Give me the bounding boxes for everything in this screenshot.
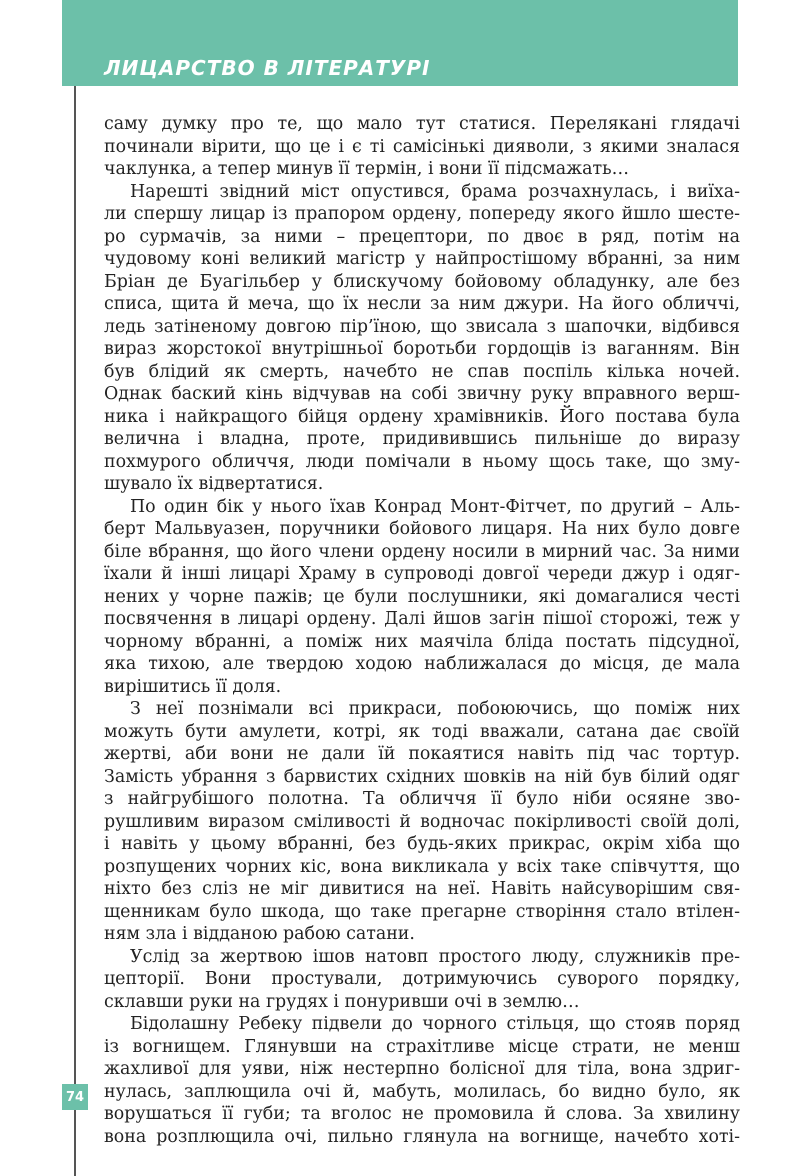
text-line: Замість убрання з барвистих східних шовків на ній був білий одяг — [104, 766, 740, 787]
text-line: ро сурмачів, за ними – прецептори, по двоє в ряд, потім на — [104, 226, 740, 247]
text-line: вирішитись її доля. — [104, 676, 282, 697]
page-number: 74 — [62, 1084, 88, 1110]
body-text — [104, 113, 740, 1148]
text-line: ніхто без сліз не міг дивитися на неї. Навіть найсуворішим свя- — [104, 879, 740, 899]
text-line: жертві, аби вони не дали їй покаятися навіть під час тортур. — [104, 744, 740, 764]
text-line: Нарешті звідний міст опустився, брама розчахнулась, і виїха- — [130, 181, 740, 202]
paragraph — [104, 496, 740, 699]
paragraph — [104, 698, 740, 946]
text-line: починали вірити, що це і є ті самісінькі дияволи, з якими зналася — [104, 136, 740, 157]
section-title: ЛИЦАРСТВО В ЛІТЕРАТУРІ — [104, 56, 431, 80]
text-line: чаклунка, а тепер минув її термін, і вони її підсмажать… — [104, 159, 629, 179]
text-line: яка тихою, але твердою ходою наближалася до місця, де мала — [104, 654, 740, 674]
text-line: вираз жорстокої внутрішньої боротьби гордощів із ваганням. Він — [104, 339, 740, 359]
text-line: склавши руки на грудях і понуривши очі в землю… — [104, 991, 580, 1012]
text-line: Бріан де Буагільбер у блискучому бойовому обладунку, але без — [104, 271, 740, 292]
text-line: біле вбрання, що його члени ордену носили в мирний час. За ними — [104, 541, 740, 562]
text-line: Бідолашну Ребеку підвели до чорного стільця, що стояв поряд — [130, 1014, 740, 1034]
text-line: Однак баский кінь відчував на собі звичну руку вправного верш- — [104, 384, 740, 404]
text-line: нулась, заплющила очі й, мабуть, молилась, бо видно було, як — [104, 1081, 740, 1102]
text-line: був блідий як смерть, начебто не спав поспіль кілька ночей. — [104, 361, 740, 382]
paragraph — [104, 181, 740, 496]
text-line: жахливої для уяви, ніж нестерпно болісної для тіла, вона здриг- — [104, 1059, 740, 1079]
text-line: рушливим виразом сміливості й водночас покірливості своїй долі, — [104, 811, 740, 832]
text-line: і навіть у цьому вбранні, без будь-яких прикрас, окрім хіба що — [104, 834, 740, 854]
text-line: можуть бути амулети, котрі, як тоді вважали, сатана дає своїй — [104, 721, 740, 742]
text-line: цепторії. Вони простували, дотримуючись суворого порядку, — [104, 969, 740, 989]
text-line: ням зла і відданою рабою сатани. — [104, 924, 415, 944]
paragraph — [104, 1013, 740, 1148]
text-line: По один бік у нього їхав Конрад Монт-Фітчет, по другий – Аль- — [130, 496, 740, 517]
text-line: ворушаться її губи; та вголос не промовила й слова. За хвилину — [104, 1104, 740, 1124]
text-line: берт Мальвуазен, поручники бойового лицаря. На них було довге — [104, 519, 740, 539]
text-line: їхали й інші лицарі Храму в супроводі довгої череди джур і одяг- — [104, 564, 740, 584]
text-line: велична і владна, проте, придивившись пильніше до виразу — [104, 429, 740, 449]
text-line: ника і найкращого бійця ордену храмівників. Його постава була — [104, 406, 740, 427]
text-line: чорному вбранні, а поміж них маячіла бліда постать підсудної, — [104, 631, 740, 652]
text-line: списа, щита й меча, що їх несли за ним джури. На його обличчі, — [104, 294, 740, 314]
text-line: шувало їх відвертатися. — [104, 474, 324, 494]
text-line: чудовому коні великий магістр у найпростішому вбранні, за ним — [104, 249, 740, 269]
text-line: з найгрубішого полотна. Та обличчя її було ніби осяяне зво- — [104, 789, 740, 809]
paragraph — [104, 946, 740, 1014]
text-line: щенникам було шкода, що таке прегарне створіння стало втілен- — [104, 901, 740, 922]
paragraph — [104, 113, 740, 181]
text-line: нених у чорне пажів; це були послушники, які домагалися честі — [104, 586, 740, 607]
text-line: ледь затіненому довгою пір’їною, що звисала з шапочки, відбився — [104, 316, 740, 337]
text-line: Услід за жертвою ішов натовп простого люду, служників пре- — [130, 946, 740, 967]
text-line: ли спершу лицар із прапором ордену, попереду якого йшло шесте- — [104, 204, 740, 224]
text-line: посвячення в лицарі ордену. Далі йшов загін пішої сторожі, теж у — [104, 609, 740, 629]
text-line: З неї познімали всі прикраси, побоюючись, що поміж них — [130, 699, 740, 719]
text-line: саму думку про те, що мало тут статися. Перелякані глядачі — [104, 114, 740, 134]
text-line: із вогнищем. Глянувши на страхітливе місце страти, не менш — [104, 1036, 740, 1057]
margin-rule — [74, 86, 76, 1176]
text-line: розпущених чорних кіс, вона викликала у всіх таке співчуття, що — [104, 856, 740, 877]
text-line: вона розплющила очі, пильно глянула на вогнище, начебто хоті- — [104, 1126, 740, 1147]
text-line: похмурого обличчя, люди помічали в ньому щось таке, що зму- — [104, 451, 740, 472]
